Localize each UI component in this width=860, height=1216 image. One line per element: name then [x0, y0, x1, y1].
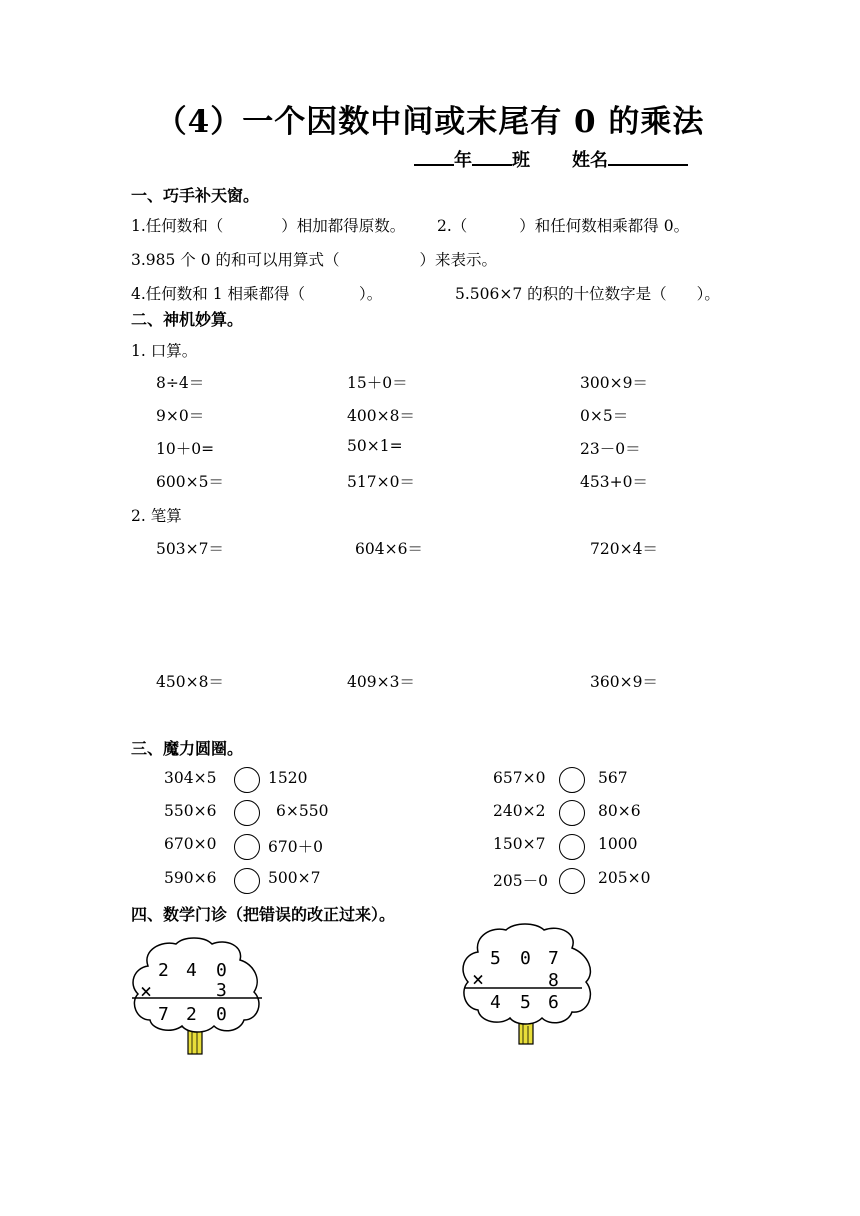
tree-digit: 6 — [548, 992, 559, 1013]
tree-digit: 5 — [490, 948, 501, 969]
oral-item: 453+0＝ — [580, 473, 648, 491]
compare-circle[interactable] — [559, 800, 585, 826]
compare-left-expr: 657×0 — [493, 769, 546, 787]
compare-right-expr: 1520 — [268, 769, 308, 787]
tree-illustration — [128, 936, 268, 1056]
tree-digit: 7 — [158, 1004, 169, 1025]
question-2: 2.（ ）和任何数相乘都得 0。 — [437, 217, 690, 235]
grade-blank[interactable] — [414, 146, 454, 166]
compare-left-expr: 550×6 — [164, 802, 217, 820]
written-title: 2. 笔算 — [131, 507, 182, 525]
tree-digit: 4 — [490, 992, 501, 1013]
oral-item: 50×1= — [347, 437, 403, 455]
tree-digit: 2 — [158, 960, 169, 981]
written-item: 503×7＝ — [156, 540, 224, 558]
compare-circle[interactable] — [234, 800, 260, 826]
compare-circle[interactable] — [234, 868, 260, 894]
compare-right-expr: 80×6 — [598, 802, 641, 820]
written-item: 360×9＝ — [590, 673, 658, 691]
compare-right-expr: 1000 — [598, 835, 638, 853]
oral-item: 10＋0= — [156, 440, 215, 458]
oral-item: 517×0＝ — [347, 473, 415, 491]
tree-digit: 5 — [520, 992, 531, 1013]
multiply-sign: × — [140, 979, 153, 1003]
tree-digit: 2 — [186, 1004, 197, 1025]
compare-left-expr: 205－0 — [493, 872, 548, 890]
compare-right-expr: 500×7 — [268, 869, 321, 887]
oral-item: 8÷4＝ — [156, 374, 205, 392]
compare-circle[interactable] — [559, 868, 585, 894]
compare-circle[interactable] — [559, 834, 585, 860]
oral-item: 23－0＝ — [580, 440, 641, 458]
question-3: 3.985 个 0 的和可以用算式（ ）来表示。 — [131, 251, 498, 269]
section3-heading: 三、魔力圆圈。 — [131, 739, 244, 758]
compare-circle[interactable] — [234, 767, 260, 793]
section1-heading: 一、巧手补天窗。 — [131, 186, 260, 205]
compare-left-expr: 670×0 — [164, 835, 217, 853]
section2-heading: 二、神机妙算。 — [131, 310, 244, 329]
question-5: 5.506×7 的积的十位数字是（ ）。 — [455, 285, 720, 303]
compare-right-expr: 567 — [598, 769, 628, 787]
tree-digit: 0 — [216, 1004, 227, 1025]
class-label: 班 — [512, 150, 530, 171]
compare-right-expr: 205×0 — [598, 869, 651, 887]
name-label: 姓名 — [572, 150, 608, 171]
tree-illustration — [460, 924, 600, 1046]
section4-heading: 四、数学门诊（把错误的改正过来）。 — [131, 905, 396, 924]
tree-digit: 0 — [520, 948, 531, 969]
student-info — [414, 146, 688, 172]
compare-left-expr: 590×6 — [164, 869, 217, 887]
tree-digit: 4 — [186, 960, 197, 981]
written-item: 450×8＝ — [156, 673, 224, 691]
multiply-sign: × — [472, 967, 485, 991]
oral-title: 1. 口算。 — [131, 342, 198, 360]
question-4: 4.任何数和 1 相乘都得（ ）。 — [131, 285, 383, 303]
compare-right-expr: 670＋0 — [268, 838, 323, 856]
compare-left-expr: 304×5 — [164, 769, 217, 787]
oral-item: 0×5＝ — [580, 407, 629, 425]
oral-item: 600×5＝ — [156, 473, 224, 491]
oral-item: 400×8＝ — [347, 407, 415, 425]
written-item: 409×3＝ — [347, 673, 415, 691]
compare-right-expr: 6×550 — [276, 802, 329, 820]
class-blank[interactable] — [472, 146, 512, 166]
compare-circle[interactable] — [234, 834, 260, 860]
tree-digit: 7 — [548, 948, 559, 969]
page-title: （4）一个因数中间或末尾有 0 的乘法 — [155, 104, 705, 140]
question-1: 1.任何数和（ ）相加都得原数。 — [131, 217, 406, 235]
name-blank[interactable] — [608, 146, 688, 166]
tree-digit: 8 — [548, 970, 559, 991]
compare-left-expr: 240×2 — [493, 802, 546, 820]
tree-digit: 0 — [216, 960, 227, 981]
compare-left-expr: 150×7 — [493, 835, 546, 853]
oral-item: 300×9＝ — [580, 374, 648, 392]
oral-item: 9×0＝ — [156, 407, 205, 425]
oral-item: 15＋0＝ — [347, 374, 408, 392]
written-item: 720×4＝ — [590, 540, 658, 558]
written-item: 604×6＝ — [355, 540, 423, 558]
compare-circle[interactable] — [559, 767, 585, 793]
tree-digit: 3 — [216, 980, 227, 1001]
grade-label: 年 — [454, 150, 472, 171]
